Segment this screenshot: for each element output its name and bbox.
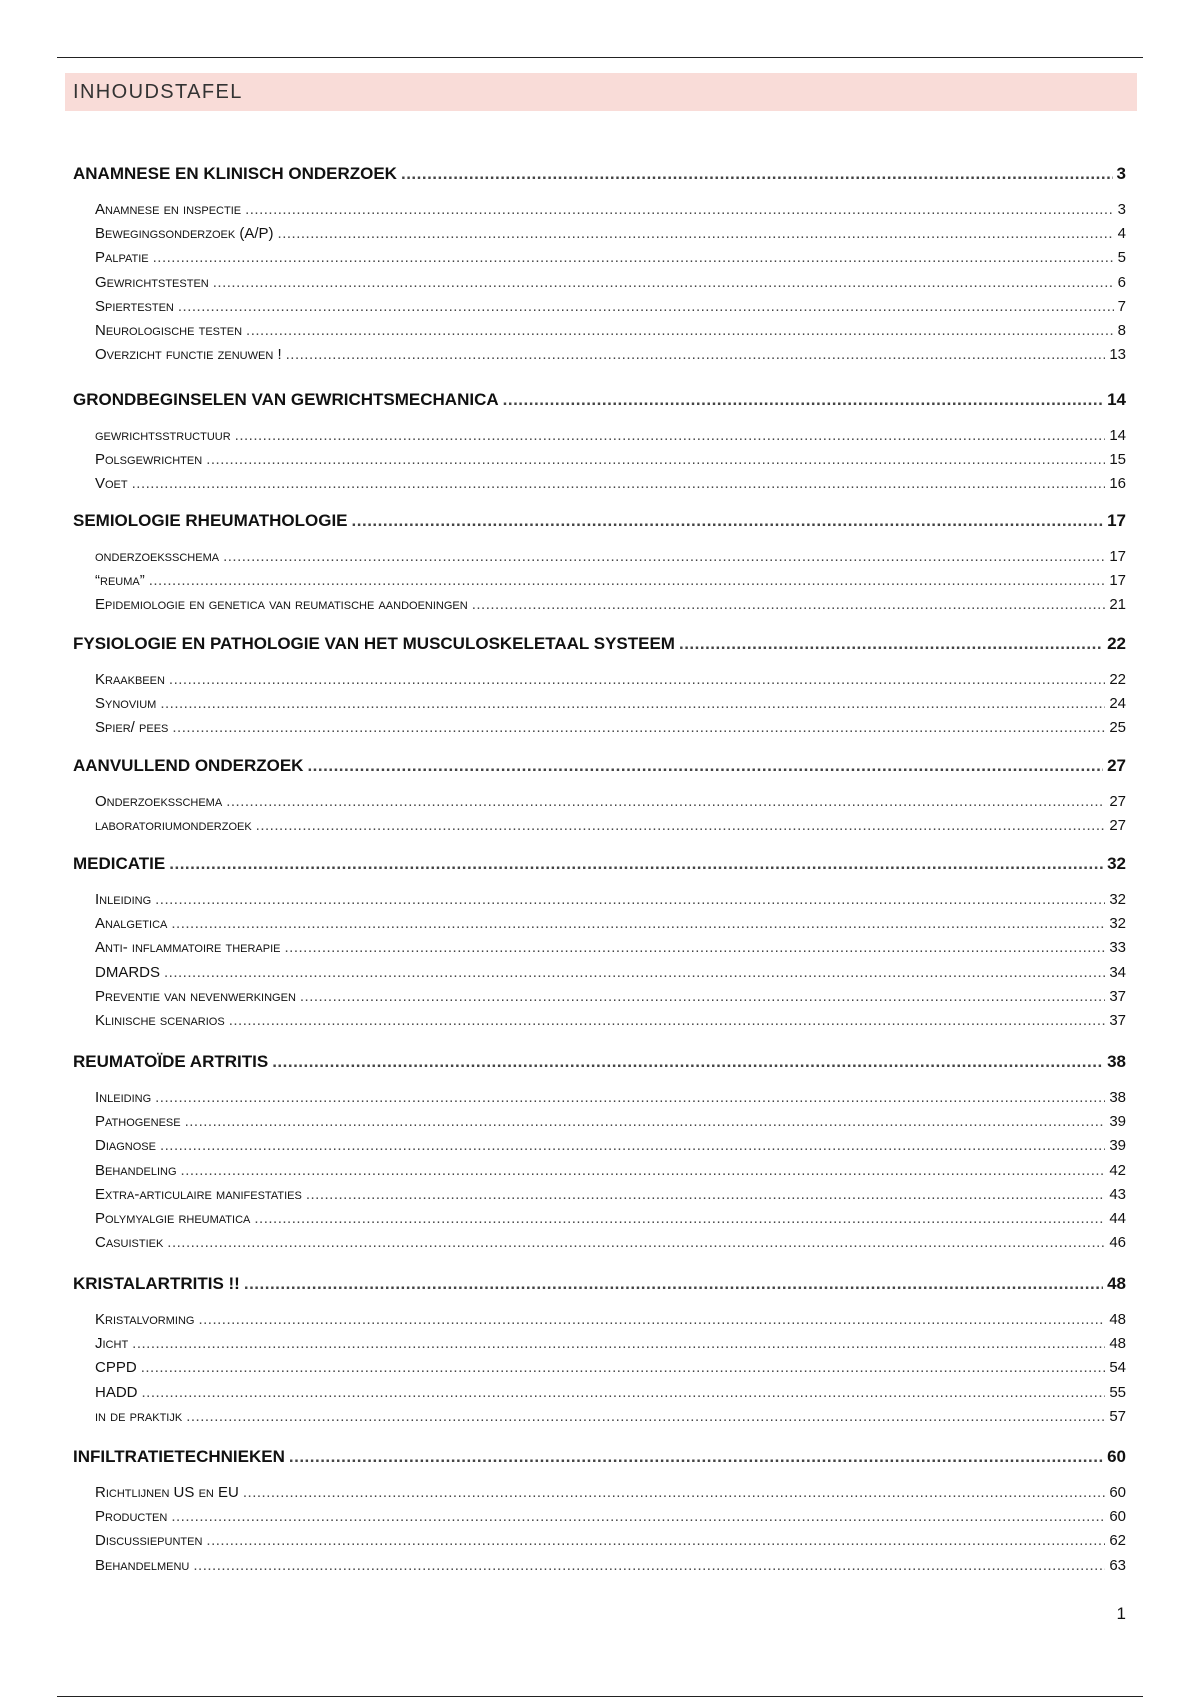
chapter-title: INFILTRATIETECHNIEKEN	[73, 1447, 285, 1466]
section-page-number: 3	[1117, 201, 1126, 218]
section-page-number: 39	[1109, 1113, 1126, 1131]
section-page-number: 34	[1109, 963, 1126, 981]
section-title: Synovium	[95, 695, 157, 713]
section-page-number: 46	[1109, 1234, 1126, 1252]
dot-leader	[171, 1508, 1105, 1525]
toc-section[interactable]	[73, 1532, 1126, 1554]
dot-leader	[289, 1447, 1103, 1467]
dot-leader	[132, 475, 1106, 492]
chapter-page-number: 14	[1107, 390, 1126, 409]
chapter-page-number: 38	[1107, 1052, 1126, 1071]
section-title: Behandeling	[95, 1161, 177, 1179]
toc-chapter[interactable]	[73, 511, 1126, 533]
dot-leader	[352, 511, 1104, 531]
section-page-number: 42	[1109, 1161, 1126, 1179]
section-page-number: 22	[1109, 671, 1126, 688]
section-page-number: 37	[1109, 987, 1126, 1005]
chapter-title: FYSIOLOGIE EN PATHOLOGIE VAN HET MUSCULOSKELETAAL SYSTEEM	[73, 634, 675, 653]
toc-section[interactable]	[73, 1484, 1126, 1506]
dot-leader	[155, 1089, 1105, 1106]
toc-section[interactable]	[73, 475, 1126, 497]
section-page-number: 5	[1117, 249, 1126, 267]
dot-leader	[503, 390, 1103, 410]
toc-section[interactable]	[73, 891, 1126, 913]
toc-section[interactable]	[73, 1012, 1126, 1034]
dot-leader	[206, 1532, 1105, 1549]
dot-leader	[185, 1113, 1106, 1130]
toc-section[interactable]	[73, 596, 1126, 618]
section-title: Spiertesten	[95, 297, 174, 315]
section-title: Behandelmenu	[95, 1556, 190, 1574]
dot-leader	[155, 891, 1105, 908]
dot-leader	[679, 634, 1103, 654]
dot-leader	[401, 164, 1113, 184]
toc-section[interactable]	[73, 572, 1126, 594]
section-page-number: 13	[1109, 346, 1126, 364]
toc-chapter[interactable]	[73, 1052, 1126, 1074]
toc-section[interactable]	[73, 274, 1126, 296]
chapter-page-number: 27	[1107, 756, 1126, 775]
dot-leader	[229, 1012, 1106, 1029]
dot-leader	[169, 854, 1103, 874]
toc-section[interactable]	[73, 988, 1126, 1010]
toc-section[interactable]	[73, 695, 1126, 717]
section-title: Neurologische testen	[95, 322, 243, 339]
section-page-number: 27	[1109, 793, 1126, 810]
chapter-title: SEMIOLOGIE RHEUMATHOLOGIE	[73, 511, 348, 530]
toc-section[interactable]	[73, 322, 1126, 344]
toc-section[interactable]	[73, 964, 1126, 986]
section-page-number: 21	[1109, 596, 1126, 614]
toc-section[interactable]	[73, 719, 1126, 741]
toc-section[interactable]	[73, 1557, 1126, 1579]
section-title: laboratoriumonderzoek	[95, 817, 252, 835]
section-page-number: 7	[1117, 297, 1126, 315]
dot-leader	[306, 1186, 1106, 1203]
section-title: Bewegingsonderzoek (A/P)	[95, 225, 274, 243]
section-title: Gewrichtstesten	[95, 273, 209, 291]
toc-section[interactable]	[73, 817, 1126, 839]
section-page-number: 60	[1109, 1508, 1126, 1526]
dot-leader	[172, 719, 1105, 736]
chapter-page-number: 17	[1107, 511, 1126, 530]
dot-leader	[198, 1311, 1105, 1328]
toc-chapter[interactable]	[73, 164, 1126, 186]
section-page-number: 55	[1109, 1383, 1126, 1401]
dot-leader	[153, 249, 1114, 266]
toc-chapter[interactable]	[73, 1447, 1126, 1469]
section-title: Onderzoeksschema	[95, 793, 223, 810]
dot-leader	[171, 915, 1105, 932]
section-title: Klinische scenarios	[95, 1012, 225, 1029]
section-title: Diagnose	[95, 1137, 156, 1155]
section-page-number: 39	[1109, 1137, 1126, 1155]
dot-leader	[307, 756, 1103, 776]
toc-section[interactable]	[73, 1210, 1126, 1232]
section-title: onderzoeksschema	[95, 548, 220, 565]
toc-section[interactable]	[73, 1408, 1126, 1430]
section-title: Extra-articulaire manifestaties	[95, 1185, 302, 1203]
dot-leader	[160, 695, 1105, 712]
section-title: DMARDS	[95, 963, 161, 981]
section-title: Overzicht functie zenuwen !	[95, 346, 282, 364]
toc-title-text: INHOUDSTAFEL	[73, 80, 243, 103]
section-title: Voet	[95, 475, 128, 493]
section-title: gewrichtsstructuur	[95, 427, 231, 444]
toc-section[interactable]	[73, 939, 1126, 961]
toc-section[interactable]	[73, 915, 1126, 937]
dot-leader	[243, 1484, 1105, 1501]
section-page-number: 17	[1109, 548, 1126, 565]
dot-leader	[278, 225, 1114, 242]
section-page-number: 43	[1109, 1185, 1126, 1203]
dot-leader	[256, 817, 1106, 834]
chapter-page-number: 48	[1107, 1274, 1126, 1293]
dot-leader	[286, 346, 1106, 363]
toc-section[interactable]	[73, 1311, 1126, 1333]
toc-section[interactable]	[73, 427, 1126, 449]
chapter-page-number: 22	[1107, 634, 1126, 653]
dot-leader	[246, 322, 1114, 339]
toc-section[interactable]	[73, 671, 1126, 693]
section-title: Polymyalgie rheumatica	[95, 1210, 251, 1227]
toc-chapter[interactable]	[73, 390, 1126, 412]
toc-section[interactable]	[73, 1359, 1126, 1381]
dot-leader	[181, 1162, 1106, 1179]
chapter-title: GRONDBEGINSELEN VAN GEWRICHTSMECHANICA	[73, 390, 499, 409]
toc-section[interactable]	[73, 1113, 1126, 1135]
dot-leader	[213, 274, 1114, 291]
section-page-number: 60	[1109, 1484, 1126, 1501]
toc-section[interactable]	[73, 1089, 1126, 1111]
section-title: Casuistiek	[95, 1234, 164, 1252]
chapter-title: ANAMNESE EN KLINISCH ONDERZOEK	[73, 164, 397, 183]
section-title: Kristalvorming	[95, 1311, 195, 1328]
section-title: “reuma”	[95, 572, 145, 590]
section-page-number: 37	[1109, 1012, 1126, 1029]
toc-chapter[interactable]	[73, 854, 1126, 876]
section-page-number: 48	[1109, 1311, 1126, 1328]
dot-leader	[472, 596, 1106, 613]
section-page-number: 6	[1117, 273, 1126, 291]
toc-section[interactable]	[73, 1186, 1126, 1208]
section-page-number: 62	[1109, 1532, 1126, 1550]
section-page-number: 44	[1109, 1210, 1126, 1227]
chapter-page-number: 60	[1107, 1447, 1126, 1466]
bottom-rule	[57, 1696, 1143, 1697]
section-title: Richtlijnen US en EU	[95, 1484, 239, 1501]
section-page-number: 8	[1117, 322, 1126, 339]
chapter-page-number: 3	[1116, 164, 1126, 183]
dot-leader	[226, 793, 1105, 810]
chapter-title: KRISTALARTRITIS !!	[73, 1274, 240, 1293]
section-page-number: 54	[1109, 1359, 1126, 1377]
section-title: Epidemiologie en genetica van reumatische aandoeningen	[95, 596, 468, 614]
dot-leader	[235, 427, 1106, 444]
dot-leader	[285, 939, 1106, 956]
section-title: HADD	[95, 1383, 138, 1401]
section-title: Discussiepunten	[95, 1532, 203, 1550]
section-page-number: 4	[1117, 225, 1126, 243]
toc-section[interactable]	[73, 1137, 1126, 1159]
section-page-number: 25	[1109, 719, 1126, 737]
toc-chapter[interactable]	[73, 756, 1126, 778]
dot-leader	[160, 1137, 1105, 1154]
dot-leader	[142, 1384, 1106, 1401]
section-title: Analgetica	[95, 915, 168, 933]
toc-section[interactable]	[73, 451, 1126, 473]
toc-section[interactable]	[73, 1508, 1126, 1530]
section-page-number: 17	[1109, 572, 1126, 590]
section-title: Inleiding	[95, 1089, 152, 1106]
section-title: Spier/ pees	[95, 719, 169, 737]
section-page-number: 32	[1109, 915, 1126, 933]
toc-section[interactable]	[73, 201, 1126, 223]
section-title: Kraakbeen	[95, 671, 165, 688]
dot-leader	[186, 1408, 1105, 1425]
section-title: Anamnese en inspectie	[95, 201, 242, 218]
toc-section[interactable]	[73, 249, 1126, 271]
toc-chapter[interactable]	[73, 1274, 1126, 1296]
dot-leader	[206, 451, 1105, 468]
toc-section[interactable]	[73, 793, 1126, 815]
dot-leader	[254, 1210, 1105, 1227]
toc-section[interactable]	[73, 1384, 1126, 1406]
chapter-title: AANVULLEND ONDERZOEK	[73, 756, 304, 775]
dot-leader	[164, 964, 1105, 981]
section-page-number: 63	[1109, 1556, 1126, 1574]
section-page-number: 32	[1109, 891, 1126, 908]
section-page-number: 48	[1109, 1335, 1126, 1353]
section-title: Pathogenese	[95, 1113, 181, 1131]
section-page-number: 57	[1109, 1407, 1126, 1425]
dot-leader	[300, 988, 1105, 1005]
section-title: Inleiding	[95, 891, 152, 908]
chapter-title: REUMATOÏDE ARTRITIS	[73, 1052, 269, 1071]
toc-chapter[interactable]	[73, 634, 1126, 656]
section-page-number: 27	[1109, 817, 1126, 835]
section-title: Preventie van nevenwerkingen	[95, 987, 296, 1005]
dot-leader	[244, 1274, 1103, 1294]
toc-section[interactable]	[73, 548, 1126, 570]
section-title: Producten	[95, 1508, 168, 1526]
section-page-number: 33	[1109, 939, 1126, 957]
section-title: in de praktijk	[95, 1407, 183, 1425]
dot-leader	[167, 1234, 1105, 1251]
section-page-number: 16	[1109, 475, 1126, 493]
section-title: Anti- inflammatoire therapie	[95, 939, 281, 957]
section-title: Palpatie	[95, 249, 149, 267]
dot-leader	[178, 298, 1114, 315]
chapter-page-number: 32	[1107, 854, 1126, 873]
section-page-number: 24	[1109, 695, 1126, 713]
dot-leader	[132, 1335, 1105, 1352]
dot-leader	[245, 201, 1114, 218]
dot-leader	[149, 572, 1106, 589]
toc-section[interactable]	[73, 1234, 1126, 1256]
toc-section[interactable]	[73, 1335, 1126, 1357]
toc-section[interactable]	[73, 298, 1126, 320]
toc-section[interactable]	[73, 1162, 1126, 1184]
dot-leader	[272, 1052, 1103, 1072]
section-page-number: 15	[1109, 451, 1126, 469]
page-number: 1	[1116, 1604, 1126, 1623]
section-page-number: 38	[1109, 1089, 1126, 1106]
section-page-number: 14	[1109, 427, 1126, 444]
chapter-title: MEDICATIE	[73, 854, 166, 873]
section-title: Polsgewrichten	[95, 451, 203, 469]
section-title: Jicht	[95, 1335, 129, 1353]
table-of-contents	[73, 0, 1126, 1700]
dot-leader	[141, 1359, 1106, 1376]
dot-leader	[223, 548, 1105, 565]
toc-section[interactable]	[73, 225, 1126, 247]
toc-section[interactable]	[73, 346, 1126, 368]
dot-leader	[193, 1557, 1105, 1574]
section-title: CPPD	[95, 1359, 137, 1377]
dot-leader	[169, 671, 1105, 688]
